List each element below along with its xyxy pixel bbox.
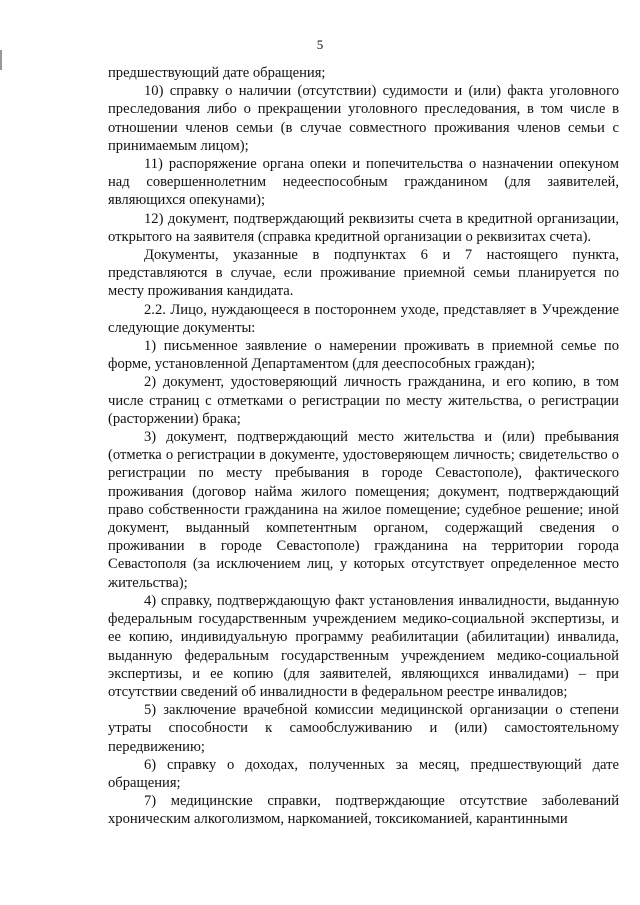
section-heading-paragraph: 2.2. Лицо, нуждающееся в постороннем уходе, представляет в Учреждение следующие документы: [108,301,619,336]
scan-margin-mark [0,50,2,70]
paragraph: 12) документ, подтверждающий реквизиты счета в кредитной организации, открытого на заявителя (справка кредитной организации о реквизитах счета). [108,210,619,245]
paragraph: 7) медицинские справки, подтверждающие отсутствие заболеваний хроническим алкоголизмом, наркоманией, токсикоманией, карантинными [108,793,619,828]
paragraph: Документы, указанные в подпунктах 6 и 7 настоящего пункта, представляются в случае, если проживание приемной семьи планируется по месту проживания кандидата. [108,247,619,300]
paragraph: 2) документ, удостоверяющий личность гражданина, и его копию, в том числе страниц с отметками о регистрации по месту жительства, о регистрации (расторжении) брака; [108,374,619,427]
paragraph: предшествующий дате обращения; [108,65,326,81]
paragraph: 3) документ, подтверждающий место жительства и (или) пребывания (отметка о регистрации в документе, удостоверяющем личность; свидетельство о регистрации по месту пребывания в городе Севастополе), фактического проживания (договор найма жилого помещения; документ, подтверждающий право собственности гражданина на жилое помещение; судебное решение; иной документ, выданный компетентным органом, содержащий сведения о проживании в городе Севастополе) гражданина на территории города Севастополя (за исключением лиц, у которых отсутствует определенное место жительства); [108,429,619,591]
document-body [108,64,619,829]
page-number: 5 [316,37,324,52]
paragraph: 5) заключение врачебной комиссии медицинской организации о степени утраты способности к самообслуживанию и (или) самостоятельному передвижению; [108,702,619,755]
paragraph: 11) распоряжение органа опеки и попечительства о назначении опекуном над совершеннолетним недееспособным гражданином (для заявителей, являющихся опекунами); [108,156,619,209]
paragraph: 1) письменное заявление о намерении проживать в приемной семье по форме, установленной Департаментом (для дееспособных граждан); [108,338,619,373]
paragraph: 6) справку о доходах, полученных за месяц, предшествующий дате обращения; [108,756,619,791]
paragraph: 10) справку о наличии (отсутствии) судимости и (или) факта уголовного преследования либо о прекращении уголовного преследования, в том числе в отношении членов семьи (в случае совместного проживания членов семьи с принимаемым лицом); [108,83,619,154]
paragraph: 4) справку, подтверждающую факт установления инвалидности, выданную федеральным государственным учреждением медико-социальной экспертизы, и ее копию, индивидуальную программу реабилитации (абилитации) инвалида, выданную федеральным государственным учреждением медико-социальной экспертизы, и ее копию (для заявителей, являющихся инвалидами) – при отсутствии сведений об инвалидности в федеральном реестре инвалидов; [108,592,619,700]
